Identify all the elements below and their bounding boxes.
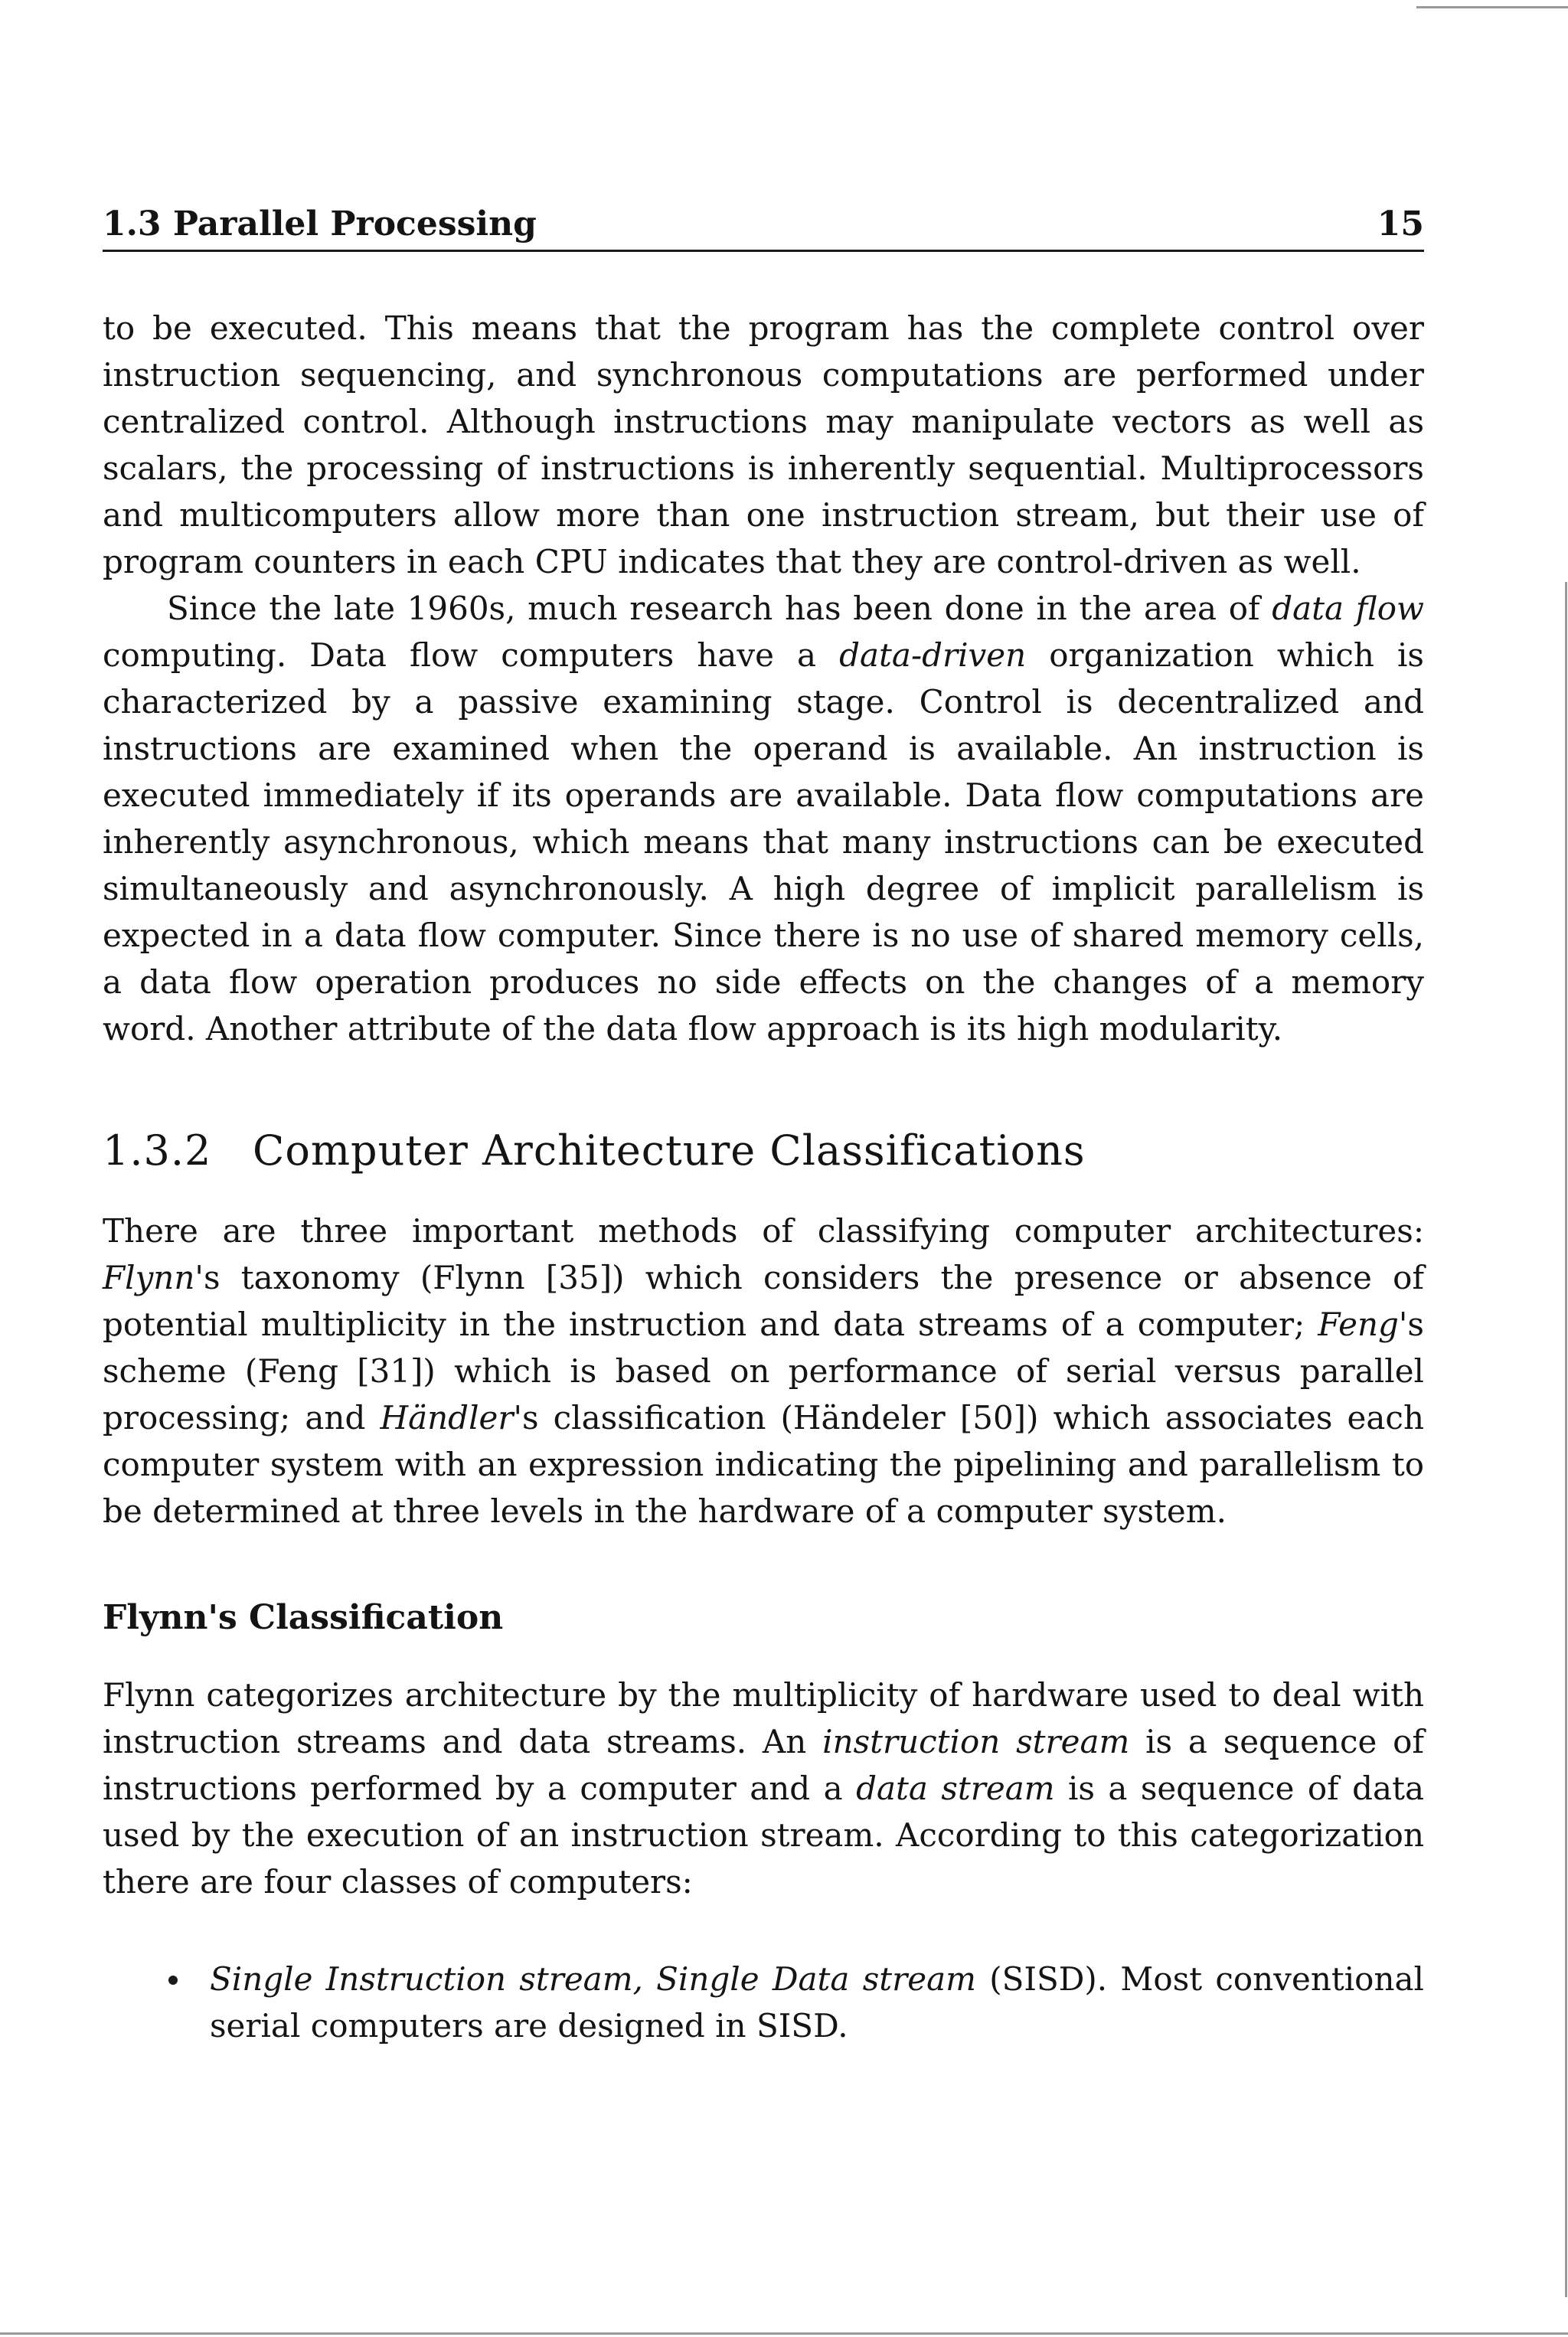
text: Flynn categorizes architecture by the multiplicity of hardware used to deal with instruction streams and data streams. An (103, 1676, 1424, 1760)
text: computing. Data flow computers have a (103, 636, 840, 674)
text: 's taxonomy (Flynn [35]) which considers the presence or absence of potential multiplicity in the instruction and data streams of a computer; (103, 1259, 1424, 1343)
computer-class-list (103, 1956, 1424, 2049)
text: is a sequence of instructions performed by a computer and a (103, 1723, 1424, 1807)
text: 's scheme (Feng [31]) which is based on performance of serial versus parallel processing; and (103, 1306, 1424, 1437)
term-instruction-stream: instruction stream (822, 1723, 1130, 1760)
term-handler: Händler (380, 1399, 514, 1437)
text: Since the late 1960s, much research has been done in the area of (167, 590, 1272, 627)
subsection-heading: Flynn's Classification (103, 1598, 504, 1637)
term-data-stream: data stream (856, 1770, 1055, 1807)
bullet-icon (168, 1976, 178, 1985)
list-item-sisd (103, 1956, 1424, 2049)
paragraph-control-driven: to be executed. This means that the program has the complete control over instruction sequencing, and synchronous computations are performed under centralized control. Although instructions may manipulate vectors as well as scalars, the processing of instructions is inherently sequential. Multiprocessors and multicomputers allow more than one instruction stream, but their use of program counters in each CPU indicates that they are control-driven as well. (103, 309, 1424, 580)
scan-artifact-right (1565, 582, 1567, 2297)
section-number: 1.3.2 (103, 1126, 212, 1175)
text: organization which is characterized by a passive examining stage. Control is decentralized and instructions are examined when the operand is available. An instruction is executed immediately if its operands are available. Data flow computations are inherently asynchronous, which means that many instructions can be executed simultaneously and asynchronously. A high degree of implicit parallelism is expected in a data flow computer. Since there is no use of shared memory cells, a data flow operation produces no side effects on the changes of a memory word. Another attribute of the data flow approach is its high modularity. (103, 636, 1424, 1048)
page-body (103, 305, 1424, 2049)
paragraph-data-flow (103, 585, 1424, 1052)
page-number: 15 (1377, 204, 1424, 244)
term-flynn: Flynn (103, 1259, 195, 1296)
text: There are three important methods of classifying computer architectures: (103, 1212, 1424, 1250)
scan-artifact-bottom (0, 2332, 1568, 2335)
term-data-flow: data flow (1272, 590, 1424, 627)
text: is a sequence of data used by the execution of an instruction stream. According to this categorization there are four classes of computers: (103, 1770, 1424, 1901)
paragraph-flynn (103, 1672, 1424, 1905)
text: 's classification (Händeler [50]) which associates each computer system with an expression indicating the pipelining and parallelism to be determined at three levels in the hardware of a computer system. (103, 1399, 1424, 1530)
running-header (103, 194, 1424, 252)
class-name: Single Instruction stream, Single Data stream (210, 1960, 976, 1998)
class-description: (SISD). Most conventional serial computers are designed in SISD. (210, 1960, 1424, 2044)
paragraph-classification-methods (103, 1208, 1424, 1535)
header-section-title: 1.3 Parallel Processing (103, 204, 537, 244)
term-data-driven: data-driven (839, 636, 1027, 674)
term-feng: Feng (1318, 1306, 1399, 1343)
scan-artifact-top (1416, 6, 1568, 8)
section-heading (103, 1127, 1424, 1174)
section-title: Computer Architecture Classifications (253, 1126, 1086, 1175)
